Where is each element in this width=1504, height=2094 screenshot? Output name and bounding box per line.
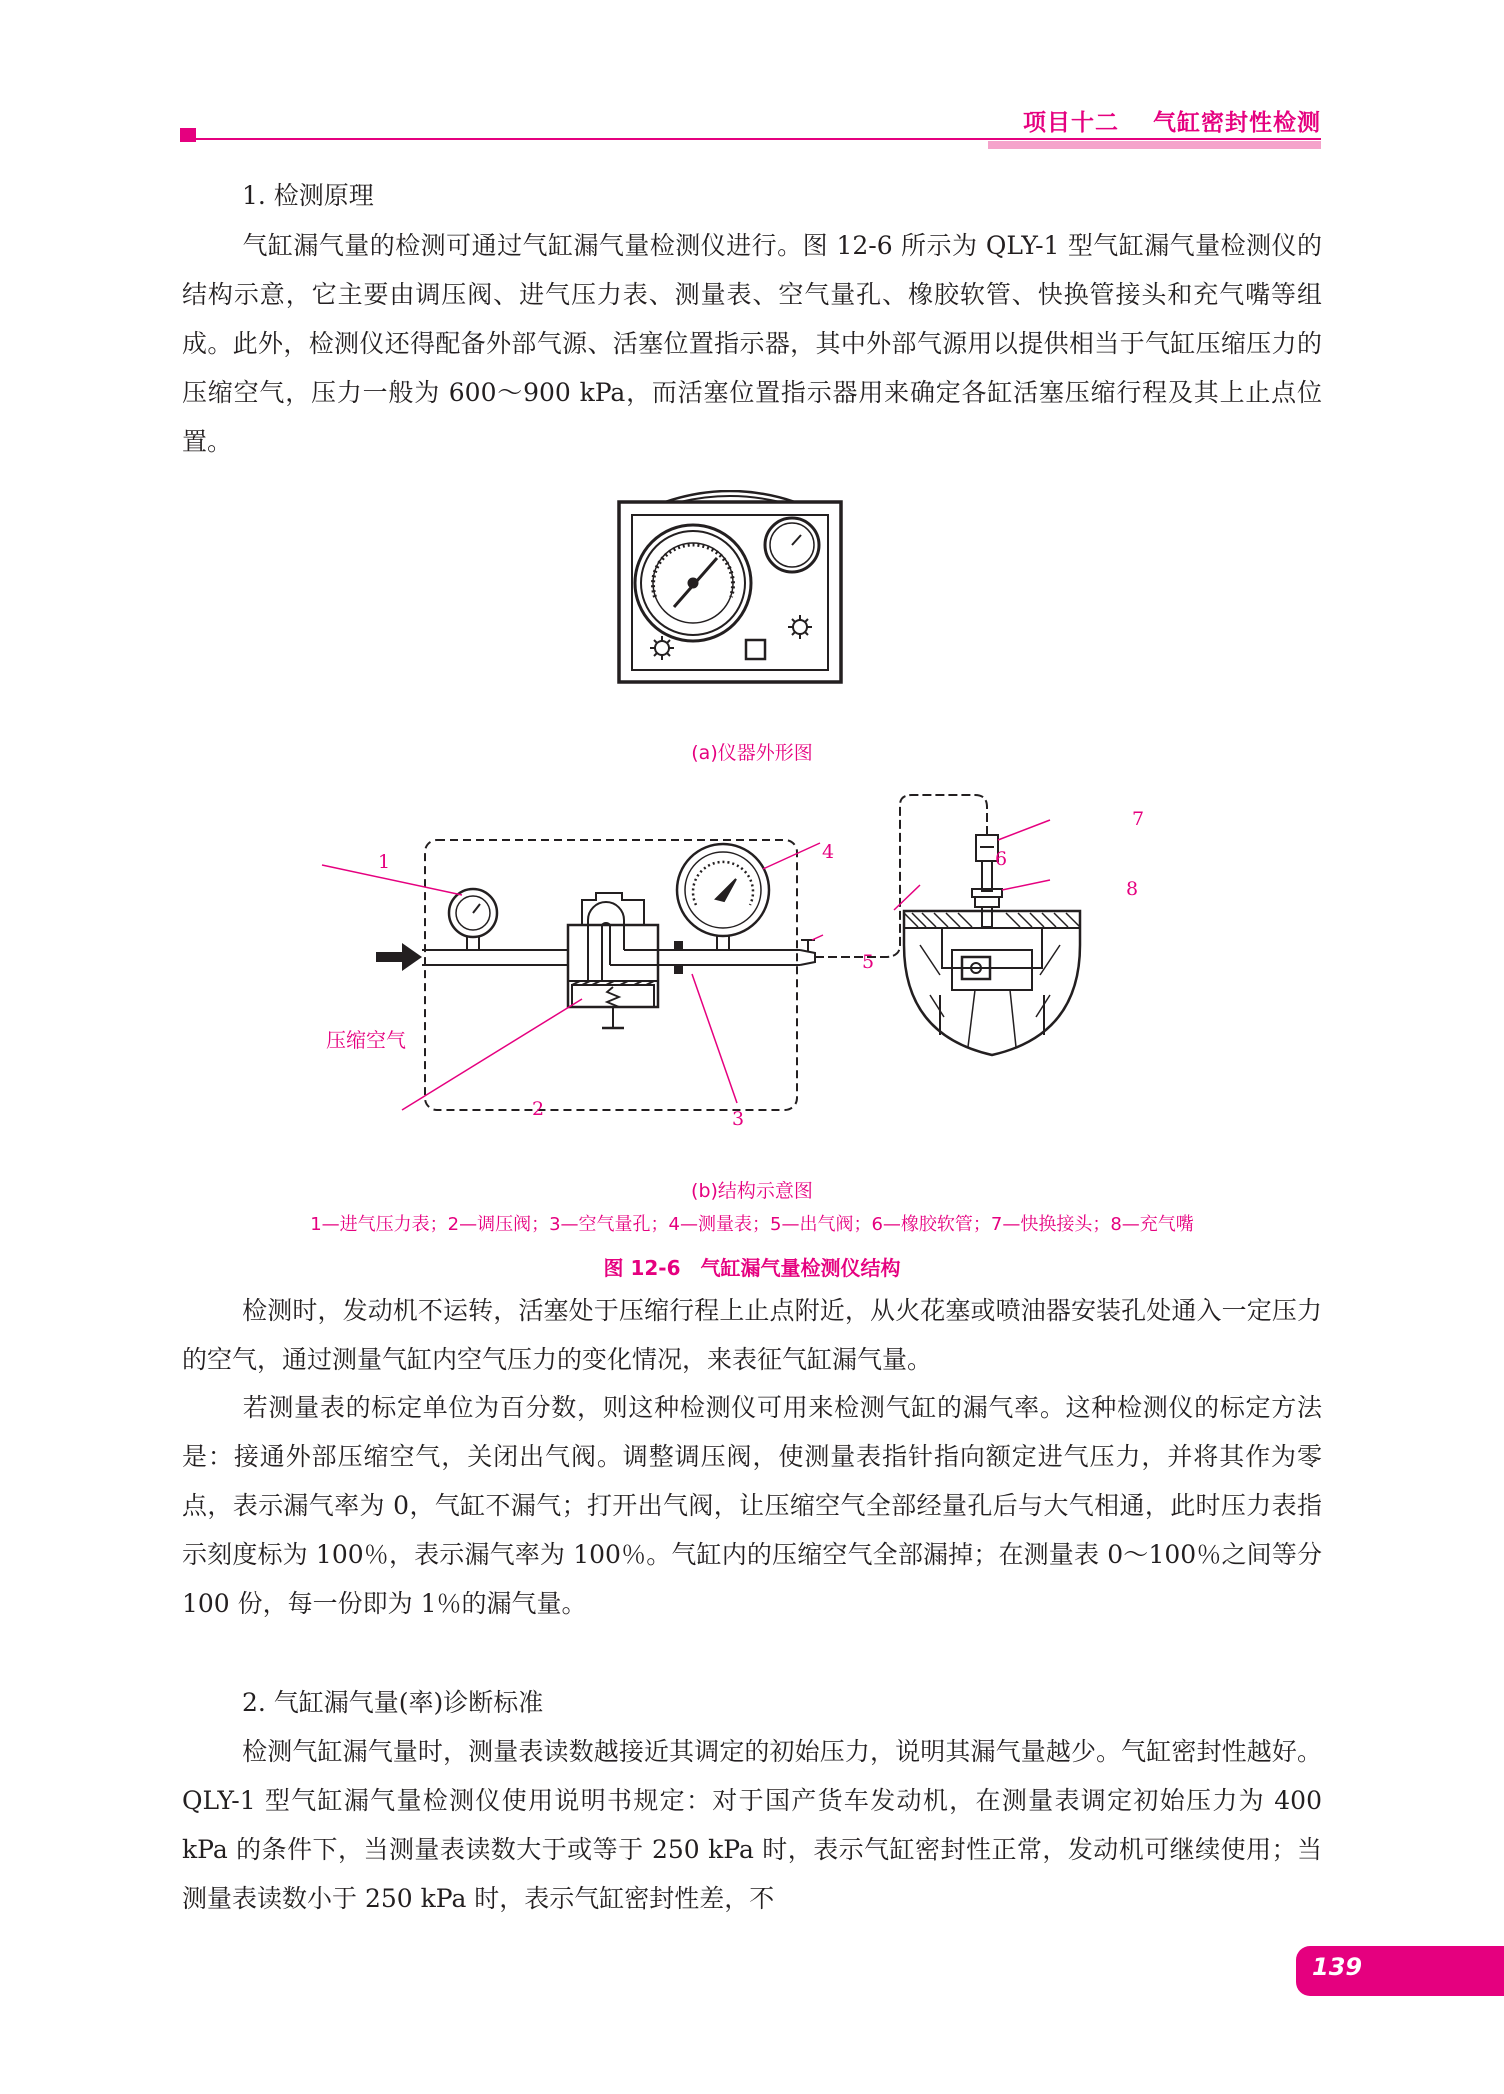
callout-2: 2 [532, 1098, 545, 1120]
paragraph-3 [182, 1383, 1322, 1628]
callout-7: 7 [1132, 808, 1145, 830]
structure-schematic-drawing [320, 785, 1200, 1135]
page-number: 139 [1312, 1953, 1363, 1981]
paragraph-3-text: 若测量表的标定单位为百分数，则这种检测仪可用来检测气缸的漏气率。这种检测仪的标定方法是：接通外部压缩空气，关闭出气阀。调整调压阀，使测量表指针指向额定进气压力，并将其作为零点，表示漏气率为 0，气缸不漏气；打开出气阀，让压缩空气全部经量孔后与大气相通，此时压力表指示刻度标为 100％，表示漏气率为 100％。气缸内的压缩空气全部漏掉；在测量表 0～100％之间等分 100 份，每一份即为 1％的漏气量。 [182, 1393, 1322, 1618]
callout-3: 3 [732, 1108, 745, 1130]
section-heading-2: 2. 气缸漏气量(率)诊断标准 [242, 1688, 544, 1717]
running-header-project: 项目十二 [1023, 110, 1119, 136]
paragraph-4-text: 检测气缸漏气量时，测量表读数越接近其调定的初始压力，说明其漏气量越少。气缸密封性越好。QLY-1 型气缸漏气量检测仪使用说明书规定：对于国产货车发动机，在测量表调定初始压力为 400 kPa 的条件下，当测量表读数大于或等于 250 kPa 时，表示气缸密封性正常，发动机可继续使用；当测量表读数小于 250 kPa 时，表示气缸密封性差，不 [182, 1737, 1322, 1913]
paragraph-1 [182, 221, 1322, 466]
callout-8: 8 [1126, 878, 1139, 900]
callout-6: 6 [995, 848, 1008, 870]
running-header [1023, 104, 1321, 137]
callout-1: 1 [378, 851, 391, 873]
header-accent-bar [988, 141, 1321, 149]
callout-4: 4 [822, 841, 835, 863]
inlet-label: 压缩空气 [326, 1028, 406, 1052]
paragraph-4 [182, 1727, 1322, 1923]
section-heading-1: 1. 检测原理 [242, 181, 374, 210]
figure-title: 图 12-6 气缸漏气量检测仪结构 [603, 1256, 901, 1280]
callout-5: 5 [862, 951, 875, 973]
paragraph-2 [182, 1286, 1322, 1384]
header-square-marker [180, 128, 196, 142]
instrument-outline-drawing [610, 490, 850, 690]
paragraph-2-text: 检测时，发动机不运转，活塞处于压缩行程上止点附近，从火花塞或喷油器安装孔处通入一定压力的空气，通过测量气缸内空气压力的变化情况，来表征气缸漏气量。 [182, 1296, 1322, 1374]
running-header-title: 气缸密封性检测 [1153, 110, 1321, 136]
figure-legend: 1—进气压力表；2—调压阀；3—空气量孔；4—测量表；5—出气阀；6—橡胶软管；7—快换接头；8—充气嘴 [310, 1214, 1194, 1235]
figure-caption-a: (a)仪器外形图 [691, 742, 813, 764]
figure-caption-b: (b)结构示意图 [691, 1180, 813, 1202]
header-rule [196, 138, 1321, 140]
paragraph-1-text: 气缸漏气量的检测可通过气缸漏气量检测仪进行。图 12-6 所示为 QLY-1 型气缸漏气量检测仪的结构示意，它主要由调压阀、进气压力表、测量表、空气量孔、橡胶软管、快换管接头和充气嘴等组成。此外，检测仪还得配备外部气源、活塞位置指示器，其中外部气源用以提供相当于气缸压缩压力的压缩空气，压力一般为 600～900 kPa，而活塞位置指示器用来确定各缸活塞压缩行程及其上止点位置。 [182, 231, 1322, 456]
